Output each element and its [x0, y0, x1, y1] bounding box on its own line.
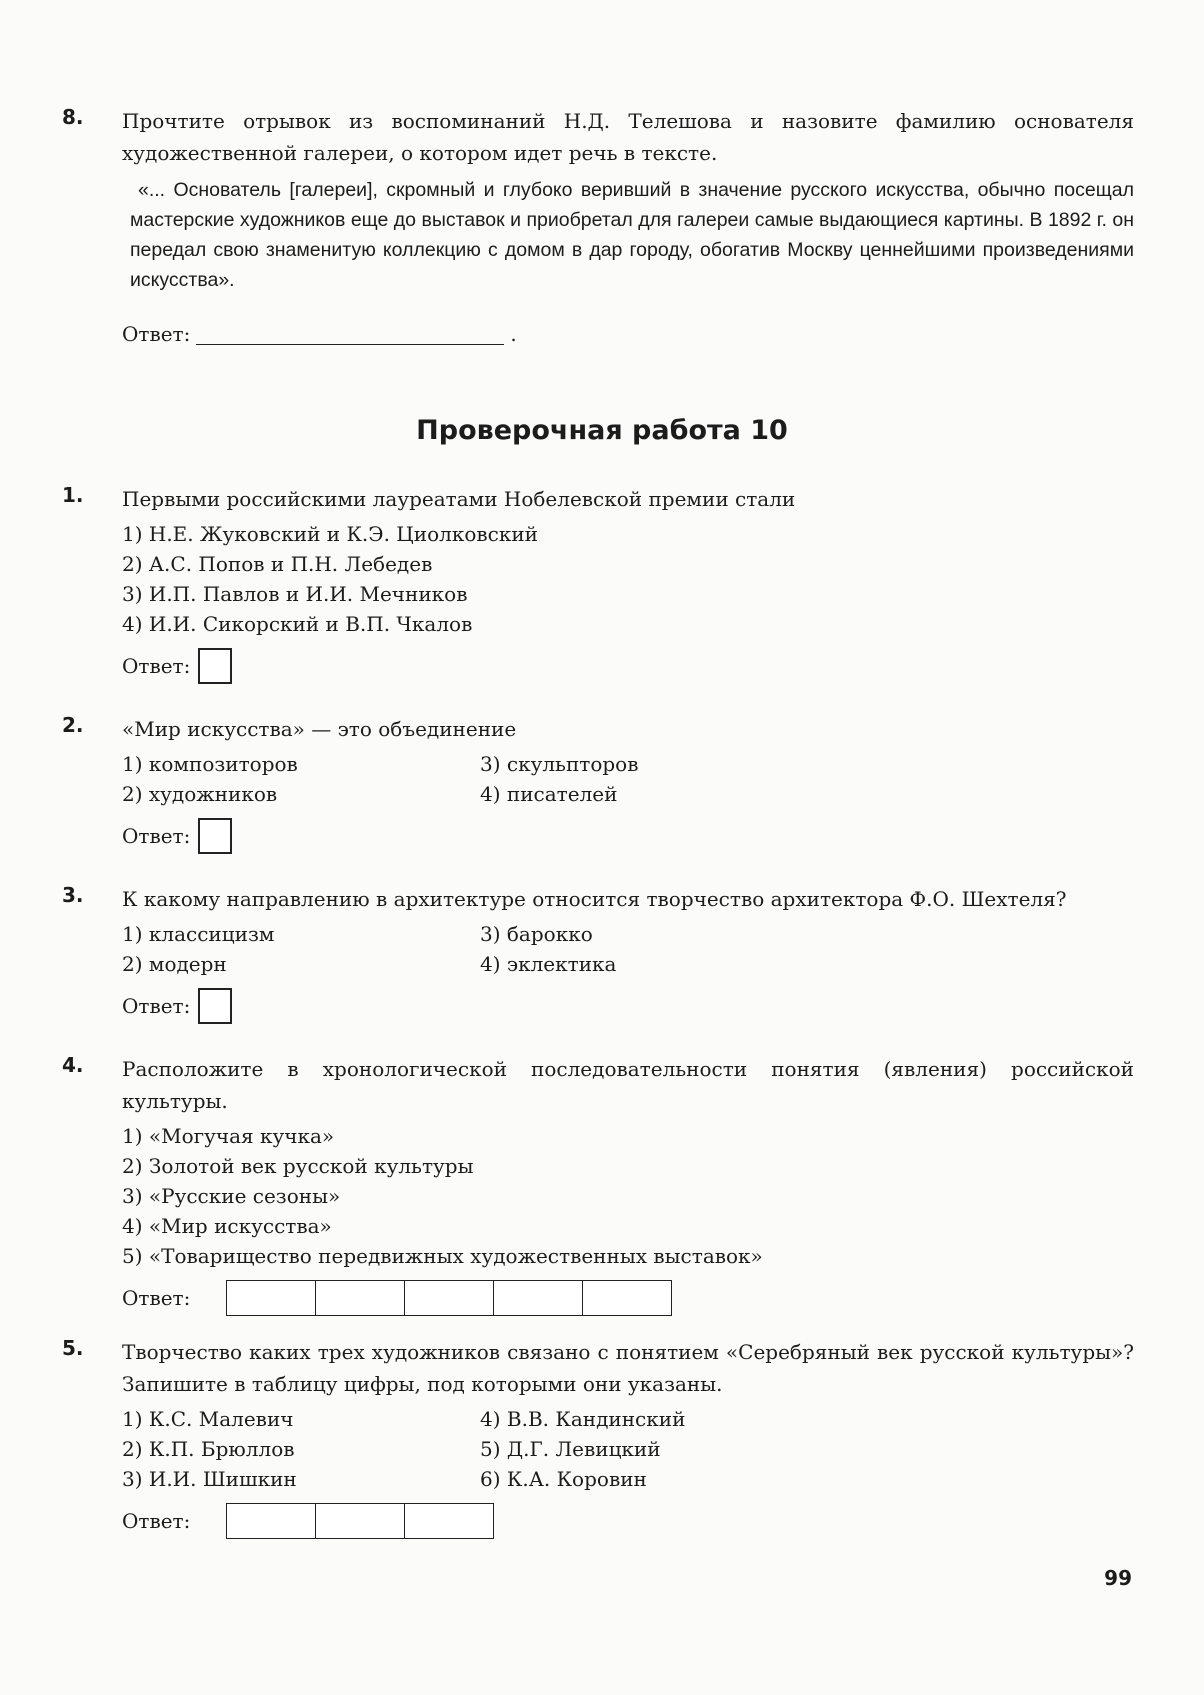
- answer-row: [122, 817, 1134, 855]
- option: 1) К.С. Малевич: [122, 1407, 294, 1431]
- question-8: [62, 105, 1134, 353]
- option: 4) И.И. Сикорский и В.П. Чкалов: [122, 612, 473, 636]
- options-list: [122, 1404, 1134, 1494]
- answer-label: Ответ:: [122, 654, 191, 678]
- answer-box[interactable]: [198, 648, 232, 684]
- option: 1) композиторов: [122, 752, 298, 776]
- answer-end-mark: .: [510, 322, 517, 346]
- option: 2) А.С. Попов и П.Н. Лебедев: [122, 552, 433, 576]
- answer-cell[interactable]: [405, 1504, 493, 1538]
- question-number: 4.: [62, 1053, 84, 1077]
- options-list: [122, 919, 1134, 979]
- option: 2) художников: [122, 782, 278, 806]
- question-1: [62, 483, 1134, 685]
- question-text: Первыми российскими лауреатами Нобелевской премии стали: [122, 487, 796, 511]
- question-3: [62, 883, 1134, 1025]
- question-text: Расположите в хронологической последовательности понятия (явления) российской культуры.: [122, 1057, 1134, 1113]
- answer-row: [122, 1502, 1134, 1540]
- question-text: Творчество каких трех художников связано с понятием «Серебряный век русской культуры»? Запишите в таблицу цифры, под которыми они указаны.: [122, 1340, 1134, 1396]
- question-text: Прочтите отрывок из воспоминаний Н.Д. Телешова и назовите фамилию основателя художественной галереи, о котором идет речь в тексте.: [122, 109, 1134, 165]
- answer-box[interactable]: [198, 818, 232, 854]
- option: 3) барокко: [480, 922, 593, 946]
- question-5: [62, 1336, 1134, 1540]
- question-2: [62, 713, 1134, 855]
- answer-cell[interactable]: [227, 1281, 316, 1315]
- page-title: Проверочная работа 10: [416, 415, 788, 446]
- options-list: [122, 749, 1134, 809]
- answer-label: Ответ:: [122, 1509, 191, 1533]
- answer-cell[interactable]: [316, 1504, 405, 1538]
- answer-label: Ответ:: [122, 322, 191, 346]
- question-number: 1.: [62, 483, 84, 507]
- option: 3) И.П. Павлов и И.И. Мечников: [122, 582, 468, 606]
- option: 4) писателей: [480, 782, 618, 806]
- option: 2) модерн: [122, 952, 227, 976]
- question-text: «Мир искусства» — это объединение: [122, 717, 517, 741]
- option: 1) Н.Е. Жуковский и К.Э. Циолковский: [122, 522, 538, 546]
- question-number: 5.: [62, 1336, 84, 1360]
- option: 2) Золотой век русской культуры: [122, 1154, 474, 1178]
- answer-cell[interactable]: [316, 1281, 405, 1315]
- option: 3) И.И. Шишкин: [122, 1467, 297, 1491]
- answer-cell[interactable]: [583, 1281, 671, 1315]
- question-number: 2.: [62, 713, 84, 737]
- answer-row: [122, 647, 1134, 685]
- answer-grid: [226, 1503, 494, 1539]
- option: 4) «Мир искусства»: [122, 1214, 332, 1238]
- answer-cell[interactable]: [494, 1281, 583, 1315]
- option: 4) эклектика: [480, 952, 617, 976]
- option: 3) скульпторов: [480, 752, 639, 776]
- answer-label: Ответ:: [122, 824, 191, 848]
- question-text: К какому направлению в архитектуре относится творчество архитектора Ф.О. Шехтеля?: [122, 887, 1067, 911]
- options-list: [122, 519, 1134, 639]
- option: 5) «Товарищество передвижных художественных выставок»: [122, 1244, 763, 1268]
- answer-cell[interactable]: [227, 1504, 316, 1538]
- answer-row: [122, 987, 1134, 1025]
- option: 6) К.А. Коровин: [480, 1467, 647, 1491]
- option: 5) Д.Г. Левицкий: [480, 1437, 661, 1461]
- options-list: [122, 1121, 1134, 1271]
- answer-label: Ответ:: [122, 1286, 191, 1310]
- answer-label: Ответ:: [122, 994, 191, 1018]
- question-number: 3.: [62, 883, 84, 907]
- question-4: [62, 1053, 1134, 1317]
- answer-box[interactable]: [198, 988, 232, 1024]
- answer-row: [122, 1279, 1134, 1317]
- option: 2) К.П. Брюллов: [122, 1437, 295, 1461]
- answer-cell[interactable]: [405, 1281, 494, 1315]
- quote-text: «... Основатель [галереи], скромный и глубоко веривший в значение русского искусства, обычно посещал мастерские художников еще до выставок и приобретал для галереи самые выдающиеся картины. В 1892 г. он передал свою знаменитую коллекцию с домом в дар городу, обогатив Москву ценнейшими произведениями искусства».: [130, 179, 1134, 291]
- option: 1) «Могучая кучка»: [122, 1124, 335, 1148]
- option: 4) В.В. Кандинский: [480, 1407, 686, 1431]
- option: 1) классицизм: [122, 922, 275, 946]
- answer-row: [122, 315, 1134, 353]
- answer-grid: [226, 1280, 672, 1316]
- page-number: 99: [1104, 1566, 1132, 1590]
- option: 3) «Русские сезоны»: [122, 1184, 341, 1208]
- answer-line[interactable]: [196, 324, 504, 345]
- question-number: 8.: [62, 105, 84, 129]
